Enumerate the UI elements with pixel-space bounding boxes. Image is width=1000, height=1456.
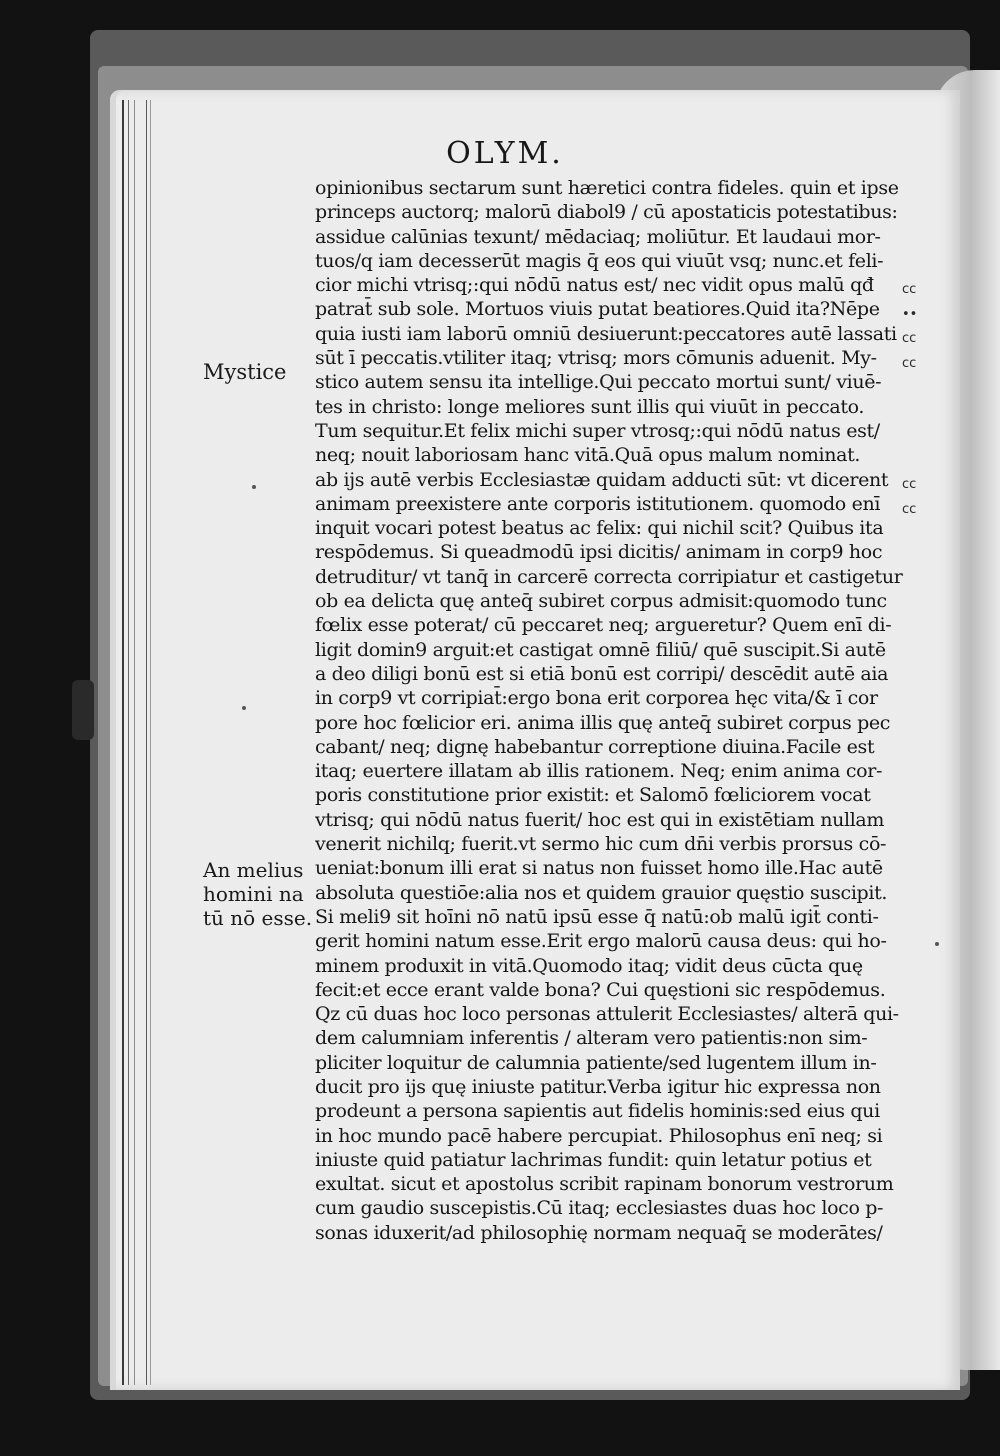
text-line: exultat. sicut et apostolus scribit rapinam bonorum vestrorum [315,1173,894,1196]
text-line: Qz cū duas hoc loco personas attulerit Ecclesiastes/ alterā qui- [315,1003,899,1026]
text-line: a deo diligi bonū est si etiā bonū est corripi/ descēdit autē aia [315,662,889,685]
margin-note-an-melius [203,858,312,930]
text-line: cabant/ neq; dignę habebantur correptione diuina.Facile est [315,735,875,758]
quotation-mark: •• [902,307,918,322]
margin-note-mystice: Mystice [203,360,287,384]
text-line: in corp9 vt corripiat̄:ergo bona erit corporea hęc vita/& ī cor [315,687,878,710]
text-line: cior michi vtrisq;:qui nōdū natus est/ nec vidit opus malū qđ [315,274,874,297]
page-edge-rule [146,100,147,1385]
text-line: respōdemus. Si queadmodū ipsi dicitis/ animam in corp9 hoc [315,541,883,564]
text-line: opinionibus sectarum sunt hæretici contra fideles. quin et ipse [315,177,899,199]
text-line: in hoc mundo pacē habere percupiat. Philosophus enī neq; si [315,1124,883,1147]
text-line: poris constitutione prior existit: et Salomō fœliciorem vocat [315,784,871,807]
quotation-mark: cc [902,331,917,346]
text-line: ob ea delicta quę anteq̄ subiret corpus admisit:quomodo tunc [315,590,887,613]
quotation-mark: cc [902,477,917,492]
text-line: sūt ī peccatis.vtiliter itaq; vtrisq; mors cōmunis aduenit. My- [315,347,877,370]
text-line: gerit homini natum esse.Erit ergo malorū causa deus: qui ho- [315,930,887,953]
text-line: tuos/q iam decesserūt magis q̄ eos qui viuūt vsq; nunc.et feli- [315,249,884,272]
text-line: ueniat:bonum illi erat si natus non fuisset homo ille.Hac autē [315,857,883,880]
text-line: prodeunt a persona sapientis aut fidelis hominis:sed eius qui [315,1100,880,1123]
text-line: detruditur/ vt tanq̄ in carcerē correcta corripiatur et castigetur [315,565,903,588]
page-edge-rule [134,100,135,1385]
page-edge-rule [122,100,124,1385]
page-edge-rule [128,100,129,1385]
text-line: iniuste quid patiatur lachrimas fundit: quin letatur potius et [315,1148,872,1171]
text-line: pore hoc fœlicior eri. anima illis quę anteq̄ subiret corpus pec [315,711,891,734]
body-text [315,176,907,1245]
text-line: quia iusti iam laborū omniū desiuerunt:peccatores autē lassati [315,322,897,345]
ink-speck [935,942,939,946]
running-head [0,136,1000,171]
text-line: fœlix esse poterat/ cū peccaret neq; argueretur? Quem enī di- [315,614,892,637]
text-line: cum gaudio suscepistis.Cū itaq; ecclesiastes duas hoc loco p- [315,1197,884,1220]
text-line: sonas iduxerit/ad philosophię normam nequaq̄ se moderātes/ [315,1221,883,1244]
text-line: minem produxit in vitā.Quomodo itaq; vidit deus cūcta quę [315,954,863,977]
text-line: inquit vocari potest beatus ac felix: qui nichil scit? Quibus ita [315,517,884,540]
page-edge-rule [150,100,151,1385]
margin-note-line: homini na [203,882,304,906]
binding-clip [72,680,94,740]
ink-speck [242,706,246,710]
margin-note-line: An melius [203,858,304,882]
text-line: fecit:et ecce erant valde bona? Cui quęstioni sic respōdemus. [315,978,886,1001]
text-line: stico autem sensu ita intellige.Qui peccato mortui sunt/ viuē- [315,371,882,394]
text-line: Si meli9 sit hoīni nō natū ipsū esse q̄ natū:ob malū igit̄ conti- [315,905,879,928]
ink-speck [252,485,256,489]
text-line: venerit nichilq; fuerit.vt sermo hic cum dn̄i verbis prorsus cō- [315,833,887,856]
quotation-mark: cc [902,282,917,297]
text-line: ligit domin9 arguit:et castigat omnē filiū/ quē suscipit.Si autē [315,638,886,661]
quotation-mark: cc [902,356,917,371]
text-line: vtrisq; qui nōdū natus fuerit/ hoc est qui in existētiam nullam [315,808,885,831]
text-line: Tum sequitur.Et felix michi super vtrosq;:qui nōdū natus est/ [315,419,880,442]
text-line: dem calumniam inferentis / alteram vero patientis:non sim- [315,1027,868,1050]
text-line: princeps auctorq; malorū diabol9 / cū apostaticis potestatibus: [315,201,898,224]
text-line: assidue calūnias texunt/ mēdaciaq; moliūtur. Et laudaui mor- [315,225,881,248]
text-line: neq; nouit laboriosam hanc vitā.Quā opus malum nominat. [315,444,861,467]
text-line: ducit pro ijs quę iniuste patitur.Verba igitur hic expressa non [315,1075,881,1098]
text-line: itaq; euertere illatam ab illis rationem. Neq; enim anima cor- [315,760,883,783]
text-line: patrat̄ sub sole. Mortuos viuis putat beatiores.Quid ita?Nēpe [315,298,880,321]
text-line: tes in christo: longe meliores sunt illis qui viuūt in peccato. [315,395,865,418]
text-line: pliciter loquitur de calumnia patiente/sed lugentem illum in- [315,1051,877,1074]
text-line: absoluta questiōe:alia nos et quidem grauior quęstio suscipit. [315,881,888,904]
margin-note-line: tū nō esse. [203,906,313,930]
quotation-mark: cc [902,502,917,517]
running-head-text: OLYM. [446,136,564,171]
text-line: animam preexistere ante corporis istitutionem. quomodo enī [315,492,881,515]
text-line: ab ijs autē verbis Ecclesiastæ quidam adducti sūt: vt dicerent [315,468,889,491]
